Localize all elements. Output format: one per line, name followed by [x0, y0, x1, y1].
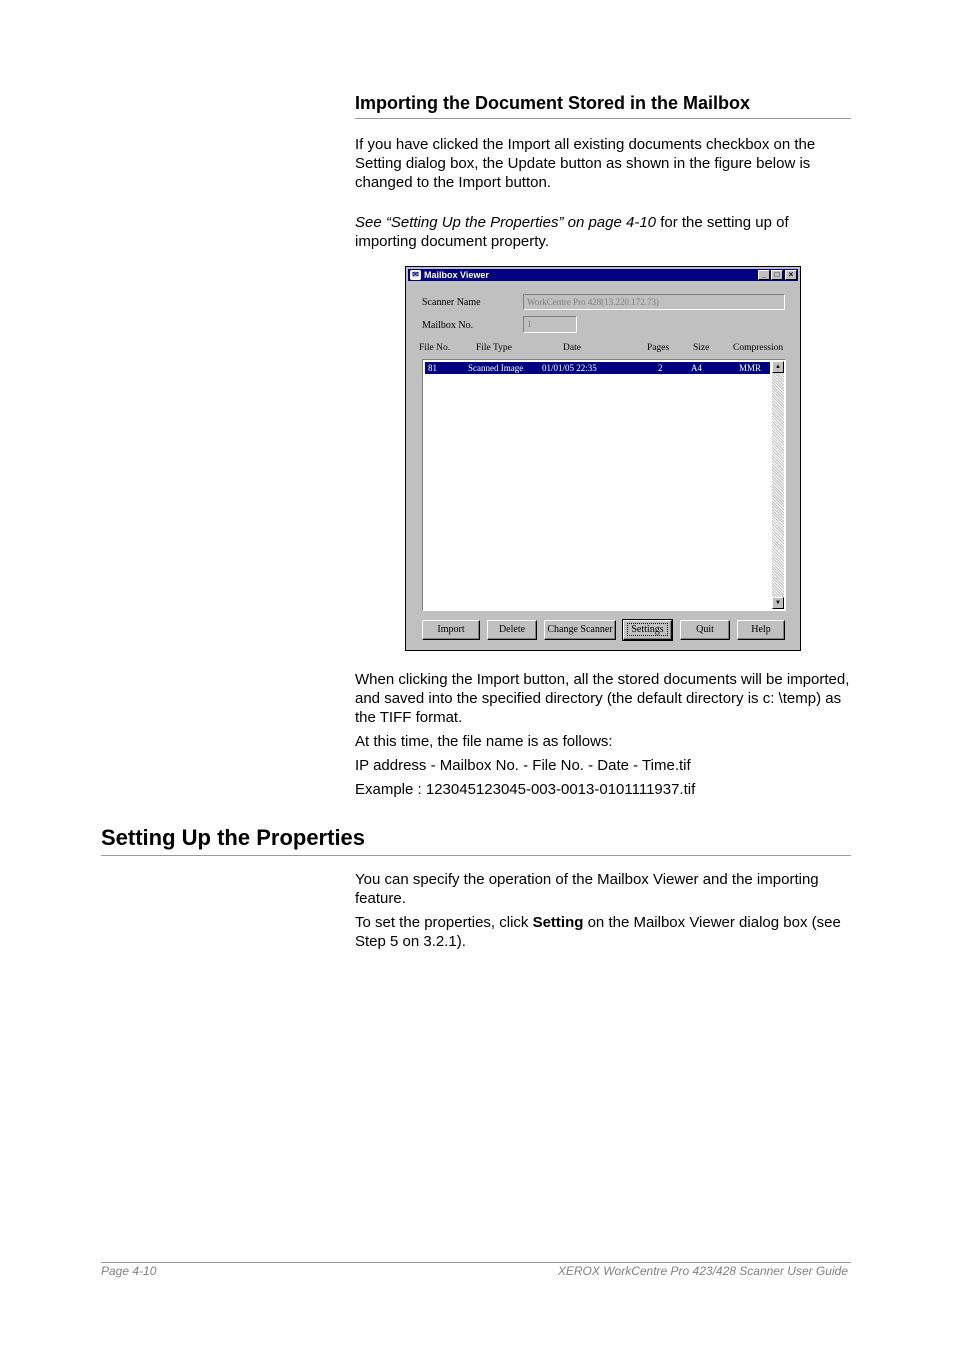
section2-paragraph-2-pre: To set the properties, click	[355, 914, 533, 931]
section2-paragraph-2-post: on the Mailbox Viewer dialog box (see Step 5 on 3.2.1).	[355, 914, 841, 950]
help-button[interactable]: Help	[737, 620, 785, 640]
scroll-up-icon[interactable]: ▲	[772, 361, 784, 373]
section2-paragraph-2	[355, 913, 851, 951]
scroll-down-icon[interactable]: ▼	[772, 597, 784, 609]
footer-guide-title: XEROX WorkCentre Pro 423/428 Scanner User Guide	[557, 1264, 848, 1278]
scanner-name-label: Scanner Name	[422, 297, 481, 308]
column-header-pages[interactable]: Pages	[647, 343, 670, 353]
minimize-icon[interactable]: _	[758, 270, 770, 280]
column-header-file-no[interactable]: File No.	[419, 343, 451, 353]
footer-page-number: Page 4-10	[101, 1264, 157, 1278]
mailbox-no-field: 1	[523, 316, 577, 333]
maximize-icon[interactable]: □	[771, 270, 783, 280]
file-name-intro-paragraph: At this time, the file name is as follows:	[355, 733, 613, 750]
column-header-size[interactable]: Size	[693, 343, 710, 353]
section2-heading: Setting Up the Properties	[101, 825, 851, 856]
scanner-name-field: WorkCentre Pro 428(13.220.172.73)	[523, 294, 785, 310]
file-name-example-paragraph: Example : 123045123045-003-0013-0101111937.tif	[355, 781, 696, 798]
cross-reference-link[interactable]: See “Setting Up the Properties” on page 4-10	[355, 214, 657, 231]
close-icon[interactable]: ×	[785, 270, 797, 280]
intro-paragraph: If you have clicked the Import all existing documents checkbox on the Setting dialog box, the Update button as shown in the figure below is changed to the Import button.	[355, 136, 816, 191]
column-header-date[interactable]: Date	[563, 343, 581, 353]
dialog-title: Mailbox Viewer	[424, 270, 489, 280]
footer-divider	[101, 1262, 851, 1263]
cell-compression: MMR	[739, 363, 762, 373]
section-heading: Importing the Document Stored in the Mailbox	[355, 93, 851, 119]
reference-paragraph	[355, 213, 851, 251]
settings-button-label: Settings	[627, 623, 667, 636]
cell-file-type: Scanned Image	[468, 363, 524, 373]
cell-size: A4	[691, 363, 702, 373]
mailbox-no-label: Mailbox No.	[422, 320, 474, 331]
reference-paragraph-text: for the setting up of importing document property.	[355, 214, 789, 250]
app-icon: ✉	[410, 270, 421, 280]
cell-date: 01/01/05 22:35	[542, 363, 597, 373]
quit-button[interactable]: Quit	[680, 620, 730, 640]
setting-bold-term: Setting	[532, 914, 584, 931]
mailbox-viewer-dialog	[405, 266, 801, 651]
dialog-titlebar	[408, 269, 798, 281]
settings-button[interactable]	[623, 620, 672, 640]
table-row[interactable]	[425, 362, 770, 374]
delete-button[interactable]: Delete	[487, 620, 537, 640]
change-scanner-button[interactable]: Change Scanner	[544, 620, 616, 640]
column-header-file-type[interactable]: File Type	[476, 343, 512, 353]
import-button[interactable]: Import	[422, 620, 480, 640]
import-description-paragraph: When clicking the Import button, all the stored documents will be imported, and saved into the specified directory (the default directory is c: \temp) as the TIFF format.	[355, 671, 850, 726]
file-list[interactable]	[422, 359, 786, 611]
column-header-compression[interactable]: Compression	[733, 343, 784, 353]
cell-file-no: 81	[428, 363, 437, 373]
file-name-format-paragraph: IP address - Mailbox No. - File No. - Date - Time.tif	[355, 757, 691, 774]
vertical-scrollbar[interactable]	[772, 361, 784, 609]
cell-pages: 2	[658, 363, 663, 373]
section2-paragraph-1: You can specify the operation of the Mailbox Viewer and the importing feature.	[355, 871, 819, 907]
